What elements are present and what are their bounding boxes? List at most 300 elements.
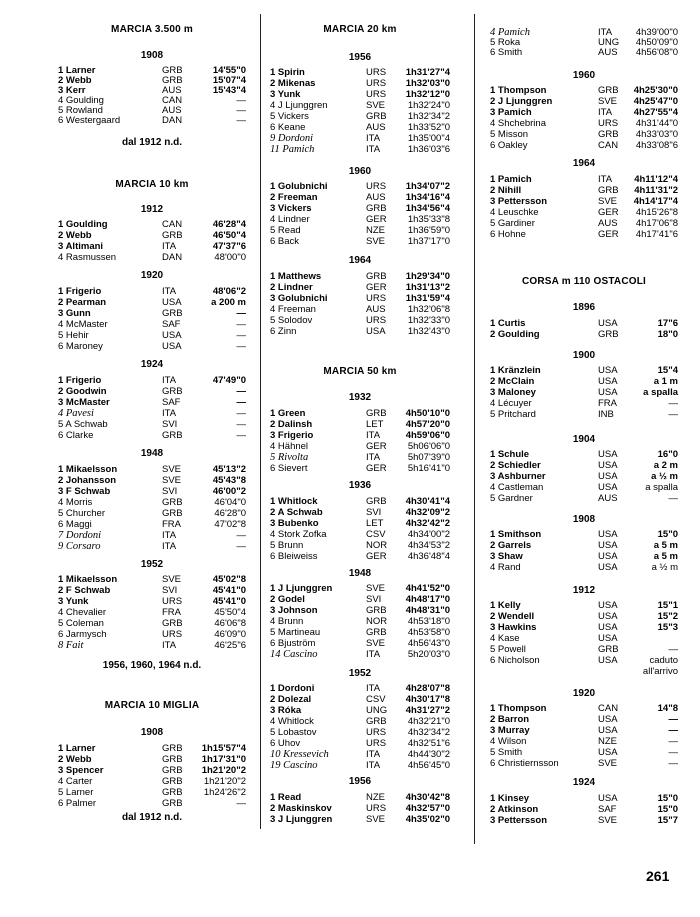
athlete-name: 5 Churcher	[58, 508, 105, 519]
country-code: ITA	[366, 133, 381, 144]
result-time: 4h36'48"4	[407, 551, 450, 562]
result-row	[490, 410, 678, 420]
result-time: 4h31'44"0	[635, 118, 678, 129]
result-time: —	[236, 105, 246, 116]
result-time: 17"6	[657, 318, 678, 329]
result-row	[490, 208, 678, 218]
country-code: INB	[598, 409, 614, 420]
athlete-name: 6 Oakley	[490, 140, 528, 151]
country-code: NOR	[366, 616, 388, 627]
year-heading: 1948	[348, 568, 372, 579]
result-row	[490, 737, 678, 747]
athlete-name: 3 Hawkins	[490, 622, 537, 633]
result-time: 45'41"0	[212, 585, 246, 596]
result-row	[490, 86, 678, 96]
result-time: —	[236, 308, 246, 319]
athlete-name: 19 Cascino	[270, 760, 318, 771]
result-row	[58, 509, 246, 519]
result-time: —	[668, 736, 678, 747]
result-row	[270, 453, 450, 463]
result-row	[490, 612, 678, 622]
athlete-name: 2 Barron	[490, 714, 530, 725]
result-time: 4h59'06"0	[405, 430, 450, 441]
athlete-name: 3 Vickers	[270, 203, 312, 214]
country-code: URS	[366, 727, 387, 738]
athlete-name: 5 Hehir	[58, 330, 89, 341]
athlete-name: 1 Whitlock	[270, 496, 318, 507]
athlete-name: 3 McMaster	[58, 397, 110, 408]
result-row	[490, 645, 678, 655]
country-code: USA	[598, 387, 618, 398]
country-code: AUS	[366, 192, 386, 203]
athlete-name: 2 Freeman	[270, 192, 318, 203]
athlete-name: 6 Keane	[270, 122, 306, 133]
result-time: 1h32'43"0	[407, 326, 450, 337]
country-code: SVE	[162, 464, 182, 475]
country-code: FRA	[598, 398, 617, 409]
athlete-name: 1 Matthews	[270, 271, 322, 282]
athlete-name: 2 Schiedler	[490, 460, 541, 471]
result-row	[270, 316, 450, 326]
athlete-name: 4 Lindner	[270, 214, 310, 225]
country-code: ITA	[366, 649, 381, 660]
year-heading: 1908	[140, 50, 164, 61]
athlete-name: 3 Kerr	[58, 85, 86, 96]
result-time: a spalla	[645, 482, 678, 493]
athlete-name: 2 Goulding	[490, 329, 540, 340]
result-row	[270, 508, 450, 518]
result-time: 15"1	[657, 600, 678, 611]
result-time: —	[236, 530, 246, 541]
athlete-name: 9 Corsaro	[58, 541, 101, 552]
country-code: GRB	[598, 329, 619, 340]
athlete-name: 4 Pavesi	[58, 408, 94, 419]
athlete-name: 4 Carter	[58, 776, 93, 787]
result-time: 15'43"4	[212, 85, 246, 96]
year-heading: 1964	[572, 158, 596, 169]
result-row	[270, 552, 450, 562]
result-time: 1h21'20"2	[201, 765, 246, 776]
athlete-name: 1 Kränzlein	[490, 365, 541, 376]
result-time: —	[236, 798, 246, 809]
result-row	[58, 597, 246, 607]
result-row	[58, 641, 246, 651]
result-row	[270, 595, 450, 605]
result-time: 4h30'41"4	[405, 496, 450, 507]
country-code: GER	[366, 551, 387, 562]
result-row	[490, 656, 678, 666]
result-time: 45'41"0	[212, 596, 246, 607]
result-time: 5h06'06"0	[407, 441, 450, 452]
result-time: 47'37"6	[212, 241, 246, 252]
result-row	[270, 464, 450, 474]
result-time: 18"0	[657, 329, 678, 340]
result-time: 4h32'09"2	[405, 507, 450, 518]
result-time: —	[668, 493, 678, 504]
result-row	[270, 750, 450, 760]
year-heading: 1920	[140, 270, 164, 281]
country-code: AUS	[598, 218, 618, 229]
athlete-name: 5 Vickers	[270, 111, 309, 122]
result-row	[270, 182, 450, 192]
result-time: 1h32'12"0	[405, 89, 450, 100]
athlete-name: 1 Golubnichi	[270, 181, 328, 192]
result-time: —	[236, 541, 246, 552]
result-time: 4h32'34"2	[407, 727, 450, 738]
result-time: —	[668, 747, 678, 758]
result-row	[58, 542, 246, 552]
result-row	[270, 215, 450, 225]
athlete-name: 9 Dordoni	[270, 133, 314, 144]
result-row	[58, 320, 246, 330]
athlete-name: 3 Shaw	[490, 551, 523, 562]
country-code: ITA	[366, 430, 381, 441]
country-code: GRB	[598, 644, 619, 655]
country-code: ITA	[162, 530, 177, 541]
country-code: CAN	[598, 140, 619, 151]
country-code: CAN	[598, 703, 619, 714]
result-time: —	[236, 430, 246, 441]
result-time: a 1 m	[653, 376, 678, 387]
result-time: 4h53'18"0	[407, 616, 450, 627]
result-row	[270, 431, 450, 441]
result-row	[490, 472, 678, 482]
result-row	[490, 483, 678, 493]
country-code: USA	[598, 600, 618, 611]
result-row	[490, 450, 678, 460]
athlete-name: 4 Wilson	[490, 736, 527, 747]
country-code: GER	[366, 282, 387, 293]
country-code: SVE	[598, 815, 618, 826]
year-heading: 1956	[348, 776, 372, 787]
athlete-name: 4 Morris	[58, 497, 93, 508]
country-code: SVE	[162, 574, 182, 585]
country-code: UNG	[598, 37, 620, 48]
country-code: SAF	[162, 319, 181, 330]
athlete-name: 2 Godel	[270, 594, 305, 605]
athlete-name: 3 Pettersson	[490, 196, 548, 207]
result-row	[58, 608, 246, 618]
country-code: GRB	[162, 776, 183, 787]
result-row	[270, 530, 450, 540]
athlete-name: 2 Garrels	[490, 540, 532, 551]
result-row	[490, 552, 678, 562]
athlete-name: 6 Clarke	[58, 430, 94, 441]
athlete-name: 1 Pamich	[490, 174, 532, 185]
result-time: 1h32'03"0	[405, 78, 450, 89]
result-time: 4h25'47"0	[633, 96, 678, 107]
athlete-name: 4 Rand	[490, 562, 521, 573]
country-code: NZE	[598, 736, 617, 747]
athlete-name: 2 A Schwab	[270, 507, 323, 518]
country-code: GER	[598, 207, 619, 218]
country-code: USA	[598, 471, 618, 482]
result-row	[490, 119, 678, 129]
result-row	[490, 197, 678, 207]
year-heading: 1920	[572, 688, 596, 699]
result-row	[270, 442, 450, 452]
result-row	[58, 744, 246, 754]
result-row	[58, 242, 246, 252]
country-code: USA	[598, 551, 618, 562]
result-row	[490, 230, 678, 240]
country-code: GRB	[366, 605, 387, 616]
result-row	[490, 219, 678, 229]
result-row	[270, 695, 450, 705]
country-code: SVE	[366, 638, 386, 649]
result-row	[270, 79, 450, 89]
result-time: 45'50"4	[214, 607, 246, 618]
athlete-name: 3 Golubnichi	[270, 293, 328, 304]
athlete-name: 1 Smithson	[490, 529, 542, 540]
country-code: GRB	[162, 65, 183, 76]
athlete-name: 6 Bleiweiss	[270, 551, 318, 562]
athlete-name: 1 Green	[270, 408, 306, 419]
country-code: URS	[366, 89, 387, 100]
athlete-name: 5 Smith	[490, 747, 523, 758]
result-time: 1h35'00"4	[407, 133, 450, 144]
country-code: AUS	[366, 304, 386, 315]
result-time: 1h17'31"0	[201, 754, 246, 765]
result-row	[490, 530, 678, 540]
result-row	[58, 116, 246, 126]
athlete-name: 2 McClain	[490, 376, 535, 387]
result-time: —	[668, 409, 678, 420]
country-code: AUS	[366, 122, 386, 133]
result-time: 46'28"4	[212, 219, 246, 230]
column-divider-right	[474, 14, 475, 844]
result-time: —	[668, 644, 678, 655]
athlete-name: 4 Kase	[490, 633, 520, 644]
result-row	[58, 586, 246, 596]
result-time: 15"4	[657, 365, 678, 376]
result-time: —	[236, 419, 246, 430]
result-row	[270, 90, 450, 100]
country-code: USA	[162, 297, 182, 308]
athlete-name: 5 Read	[270, 225, 301, 236]
athlete-name: 3 Yunk	[270, 89, 301, 100]
country-code: ITA	[162, 375, 177, 386]
country-code: SVE	[366, 583, 386, 594]
country-code: USA	[598, 365, 618, 376]
result-time: 4h11'12"4	[634, 174, 678, 185]
result-row	[270, 112, 450, 122]
result-row	[58, 376, 246, 386]
result-row	[270, 617, 450, 627]
country-code: USA	[598, 655, 618, 666]
athlete-name: 6 Bjuström	[270, 638, 316, 649]
athlete-name: 4 McMaster	[58, 319, 108, 330]
year-heading: 1924	[140, 359, 164, 370]
result-row	[58, 755, 246, 765]
year-heading: 1912	[572, 585, 596, 596]
country-code: GRB	[366, 496, 387, 507]
result-row	[270, 706, 450, 716]
athlete-name: 3 Róka	[270, 705, 302, 716]
country-code: CSV	[366, 529, 386, 540]
result-time: 4h48'17"0	[405, 594, 450, 605]
note-text: dal 1912 n.d.	[121, 812, 183, 823]
result-row	[58, 498, 246, 508]
result-row	[270, 684, 450, 694]
result-time: 4h32'21"0	[407, 716, 450, 727]
athlete-name: 4 Stork Zofka	[270, 529, 327, 540]
result-time: 1h32'06"8	[407, 304, 450, 315]
result-time: 4h28'07"8	[405, 683, 450, 694]
country-code: ITA	[598, 27, 613, 38]
result-row	[58, 766, 246, 776]
country-code: USA	[598, 318, 618, 329]
result-row	[270, 123, 450, 133]
result-time: 4h56'08"0	[635, 47, 678, 58]
country-code: FRA	[162, 519, 181, 530]
country-code: URS	[366, 738, 387, 749]
athlete-name: 2 Wendell	[490, 611, 535, 622]
country-code: GRB	[162, 75, 183, 86]
athlete-name: 6 Christiernsson	[490, 758, 559, 769]
result-time: 1h34'56"4	[405, 203, 450, 214]
result-row	[490, 330, 678, 340]
result-row	[490, 794, 678, 804]
result-time: —	[236, 95, 246, 106]
result-time: —	[668, 714, 678, 725]
result-row	[58, 487, 246, 497]
country-code: GRB	[162, 618, 183, 629]
athlete-name: 2 Mikenas	[270, 78, 316, 89]
athlete-name: 2 Goodwin	[58, 386, 107, 397]
result-row	[490, 130, 678, 140]
country-code: GRB	[598, 185, 619, 196]
column-divider-left	[260, 14, 261, 829]
result-time: —	[236, 319, 246, 330]
country-code: GER	[366, 214, 387, 225]
country-code: URS	[162, 629, 183, 640]
athlete-name: 5 Rivolta	[270, 452, 309, 463]
section-title: MARCIA 50 km	[323, 366, 397, 377]
athlete-name: 5 Powell	[490, 644, 526, 655]
result-time: 46'04"0	[214, 497, 246, 508]
athlete-name: 1 Thompson	[490, 85, 547, 96]
athlete-name: 3 Ashburner	[490, 471, 546, 482]
result-row	[270, 804, 450, 814]
country-code: URS	[366, 803, 387, 814]
year-heading: 1904	[572, 434, 596, 445]
result-time: 4h56'45"0	[407, 760, 450, 771]
result-time: —	[236, 115, 246, 126]
athlete-name: 14 Cascino	[270, 649, 318, 660]
country-code: GRB	[162, 497, 183, 508]
country-code: AUS	[162, 85, 182, 96]
country-code: NOR	[366, 540, 388, 551]
note-text: dal 1912 n.d.	[121, 137, 183, 148]
result-time: 4h34'00"2	[407, 529, 450, 540]
athlete-name: 6 Jarmysch	[58, 629, 107, 640]
result-time: 47'49"0	[212, 375, 246, 386]
country-code: USA	[598, 562, 618, 573]
year-heading: 1952	[140, 559, 164, 570]
athlete-name: 6 Sievert	[270, 463, 308, 474]
result-time: 1h15'57"4	[201, 743, 246, 754]
country-code: GRB	[598, 129, 619, 140]
athlete-name: 2 J Ljunggren	[490, 96, 553, 107]
year-heading: 1956	[348, 52, 372, 63]
country-code: AUS	[162, 105, 182, 116]
country-code: GER	[598, 229, 619, 240]
result-time: 4h48'31"0	[405, 605, 450, 616]
athlete-name: 3 Maloney	[490, 387, 536, 398]
result-time: a ½ m	[651, 471, 678, 482]
result-time: 4h56'43"0	[407, 638, 450, 649]
result-time: 4h31'27"2	[405, 705, 450, 716]
athlete-name: 2 Dalinsh	[270, 419, 313, 430]
athlete-name: 5 Martineau	[270, 627, 321, 638]
athlete-name: 2 Lindner	[270, 282, 313, 293]
result-row	[270, 761, 450, 771]
athlete-name: 6 Maroney	[58, 341, 103, 352]
result-time: 45'02"8	[212, 574, 246, 585]
country-code: GRB	[366, 203, 387, 214]
result-row	[490, 319, 678, 329]
result-time: 4h50'09"0	[635, 37, 678, 48]
result-time: 4h17'06"8	[635, 218, 678, 229]
result-time: 1h35'33"8	[407, 214, 450, 225]
athlete-name: 11 Pamich	[270, 144, 315, 155]
athlete-name: 5 A Schwab	[58, 419, 108, 430]
athlete-name: 5 Gardner	[490, 493, 533, 504]
athlete-name: 5 Brunn	[270, 540, 304, 551]
athlete-name: 1 Kinsey	[490, 793, 530, 804]
result-time: 1h34'07"2	[405, 181, 450, 192]
result-row	[270, 650, 450, 660]
result-row	[490, 494, 678, 504]
result-time: a ½ m	[651, 562, 678, 573]
athlete-name: 3 Yunk	[58, 596, 89, 607]
result-row	[490, 601, 678, 611]
country-code: UNG	[366, 705, 388, 716]
country-code: AUS	[598, 47, 618, 58]
country-code: ITA	[598, 107, 613, 118]
country-code: SVI	[366, 594, 382, 605]
athlete-name: 2 Nihill	[490, 185, 522, 196]
result-time: 1h37'17"0	[407, 236, 450, 247]
country-code: GRB	[366, 716, 387, 727]
country-code: SVI	[162, 419, 178, 430]
result-time: 4h41'52"0	[405, 583, 450, 594]
result-row	[58, 630, 246, 640]
country-code: NZE	[366, 225, 385, 236]
result-time: 15"0	[657, 529, 678, 540]
athlete-name: 1 Kelly	[490, 600, 521, 611]
page-number: 261	[646, 868, 670, 884]
result-time: 1h31'13"2	[405, 282, 450, 293]
result-row	[270, 204, 450, 214]
country-code: GRB	[366, 627, 387, 638]
result-time: 4h35'02"0	[405, 814, 450, 825]
result-row	[270, 294, 450, 304]
year-heading: 1960	[572, 70, 596, 81]
result-time: —	[668, 398, 678, 409]
athlete-name: 5 Misson	[490, 129, 529, 140]
result-time: 4h30'42"8	[405, 792, 450, 803]
result-row	[490, 48, 678, 58]
athlete-name: 4 Lécuyer	[490, 398, 532, 409]
country-code: NZE	[366, 792, 385, 803]
country-code: GER	[366, 441, 387, 452]
country-code: GRB	[162, 508, 183, 519]
country-code: USA	[598, 633, 618, 644]
country-code: SVE	[366, 100, 386, 111]
result-row	[58, 409, 246, 419]
